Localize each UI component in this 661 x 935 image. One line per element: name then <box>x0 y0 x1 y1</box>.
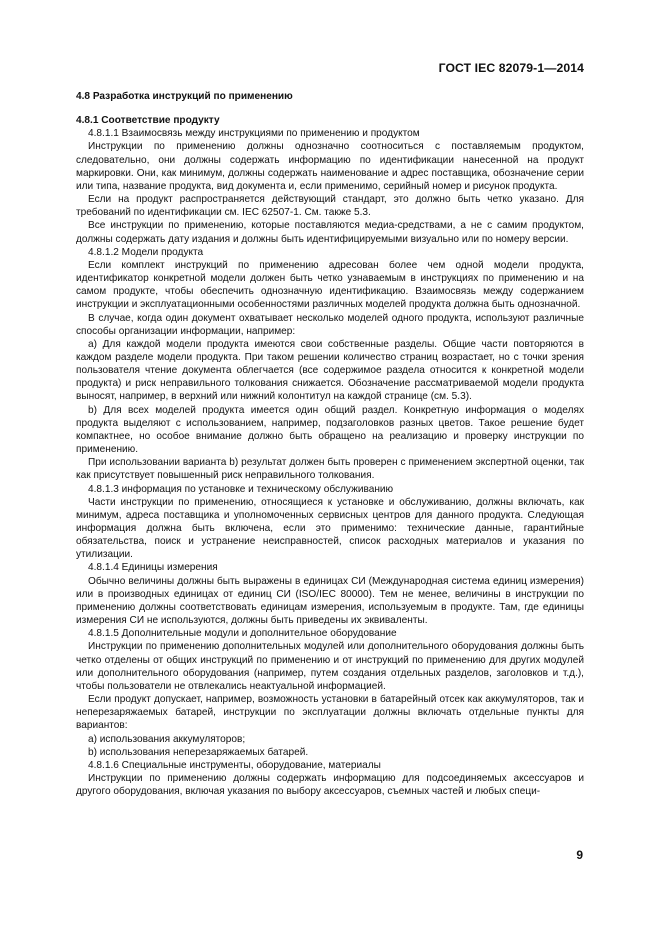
paragraph: Если продукт допускает, например, возможность установки в батарейный отсек как аккумуляторов, так и неперезаряжаемых батарей, инструкции по эксплуатации должны включать отдельные пункты для вариантов: <box>76 694 584 732</box>
paragraph: Все инструкции по применению, которые поставляются медиа-средствами, а не с самим продуктом, должны содержать дату издания и должны быть идентифицируемыми визуально или по номеру версии. <box>76 220 584 245</box>
paragraph: В случае, когда один документ охватывает несколько моделей одного продукта, используют различные способы организации информации, например: <box>76 312 584 337</box>
document-header: ГОСТ IEC 82079-1—2014 <box>438 61 584 75</box>
paragraph: Части инструкции по применению, относящиеся к установке и обслуживанию, должны включать, как минимум, адреса поставщика и уполномоченных сервисных центров для данного продукта. Следующая информация должна быть включена, если это применимо: технические данные, гарантийные обязательства, поиск и устранение неисправностей, список расходных материалов и указания по утилизации. <box>76 496 584 561</box>
list-item: a) использования аккумуляторов; <box>88 733 246 745</box>
list-item: a) Для каждой модели продукта имеются свои собственные разделы. Общие части повторяются в каждом разделе модели продукта. При таком решении количество страниц возрастает, но с точки зрения пользователя чтение документа облегчается (все содержимое раздела относится к конкретной модели продукта) и риск неправильного толкования снижается. Обозначение рассматриваемой модели продукта выносят, например, в верхний или нижний колонтитул на каждой странице (см. 5.3). <box>76 338 584 403</box>
paragraph: Инструкции по применению должны содержать информацию для подсоединяемых аксессуаров и другого оборудования, включая указания по выбору аксессуаров, съемных частей и любых специ- <box>76 772 584 798</box>
paragraph: Если на продукт распространяется действующий стандарт, это должно быть четко указано. Для требований по идентификации см. IEC 62507-1. См. также 5.3. <box>76 194 584 219</box>
section-heading: 4.8 Разработка инструкций по применению <box>76 91 293 102</box>
paragraph: При использовании варианта b) результат должен быть проверен с применением экспертной оценки, так как присутствует повышенный риск неправильного толкования. <box>76 457 584 482</box>
paragraph: Инструкции по применению должны однозначно соотноситься с поставляемым продуктом, следовательно, они должны содержать информацию по идентификации нанесенной на продукт маркировки. Они, как минимум, должны содержать наименование и адрес поставщика, обозначение серии или типа, название продукта, вид документа и, если применимо, серийный номер и рисунок продукта. <box>76 141 584 192</box>
subsection-heading: 4.8.1 Соответствие продукту <box>76 115 220 127</box>
clause-heading: 4.8.1.4 Единицы измерения <box>88 562 218 574</box>
page-number: 9 <box>576 848 583 862</box>
paragraph: Если комплект инструкций по применению адресован более чем одной модели продукта, идентификатор конкретной модели должен быть четко узнаваемым в инструкциях по применению и на самом продукте, чтобы обеспечить однозначную идентификацию. Взаимосвязь между содержанием инструкции и эксплуатационными особенностями различных моделей продукта должна быть однозначной. <box>76 259 584 311</box>
list-item: b) Для всех моделей продукта имеется один общий раздел. Конкретную информация о моделях продукта выделяют с использованием, например, подзаголовков разных цветов. Такое решение будет компактнее, но особое внимание должно быть обращено на реализацию и проверку инструкции по применению. <box>76 404 584 456</box>
clause-heading: 4.8.1.6 Специальные инструменты, оборудование, материалы <box>88 759 381 771</box>
clause-heading: 4.8.1.1 Взаимосвязь между инструкциями по применению и продуктом <box>88 128 420 140</box>
paragraph: Обычно величины должны быть выражены в единицах СИ (Международная система единиц измерения) или в производных единицах от единиц СИ (ISO/IEC 80000). Тем не менее, величины в инструкции по применению должны соответствовать единицам измерения, используемым в продукте. Там, где единицы измерения СИ не используются, должны быть приведены их эквиваленты. <box>76 575 584 627</box>
paragraph: Инструкции по применению дополнительных модулей или дополнительного оборудования должны быть четко отделены от общих инструкций по применению и от инструкций по применению для других модулей или дополнительного оборудования (например, путем создания отдельных разделов, заголовков и т.д.), чтобы пользователи не отвлекались неактуальной информацией. <box>76 641 584 692</box>
document-body <box>76 90 584 798</box>
list-item: b) использования неперезаряжаемых батарей. <box>88 746 309 758</box>
clause-heading: 4.8.1.3 информация по установке и техническому обслуживанию <box>88 483 394 495</box>
clause-heading: 4.8.1.2 Модели продукта <box>88 246 204 258</box>
clause-heading: 4.8.1.5 Дополнительные модули и дополнительное оборудование <box>88 628 397 640</box>
